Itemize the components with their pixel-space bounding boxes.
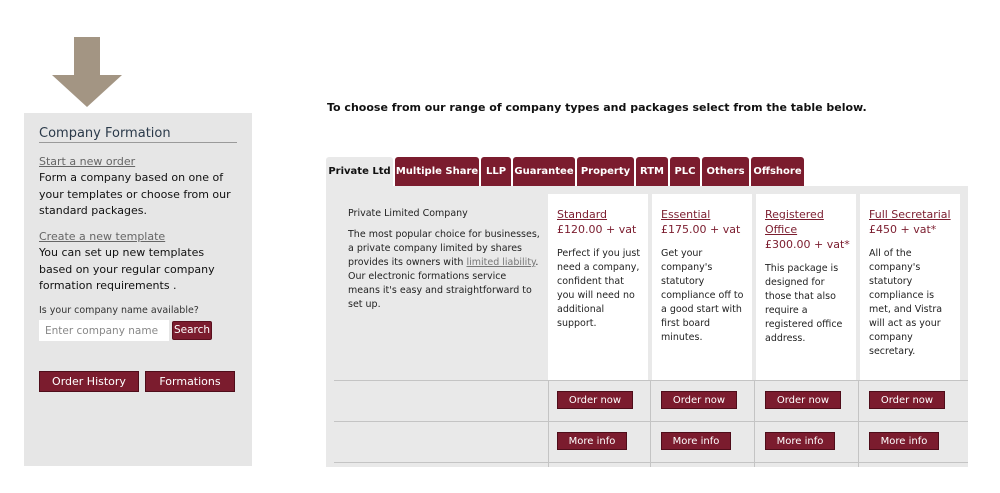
tab-offshore[interactable]: Offshore	[751, 157, 804, 186]
tab-guarantee[interactable]: Guarantee	[513, 157, 575, 186]
company-formation-sidebar	[24, 113, 252, 466]
package-standard-name[interactable]: Standard	[557, 208, 608, 221]
package-full-secretarial-description: All of the company's statutory compliance is met, and Vistra will act as your company secretary.	[869, 248, 943, 357]
package-standard-price: £120.00 + vat	[557, 223, 637, 236]
create-template-link[interactable]: Create a new template	[39, 230, 166, 243]
order-now-essential-button[interactable]: Order now	[661, 391, 737, 409]
row-divider	[334, 421, 968, 422]
order-now-full-secretarial-button[interactable]: Order now	[869, 391, 945, 409]
order-now-registered-office-button[interactable]: Order now	[765, 391, 841, 409]
column-divider	[754, 380, 755, 467]
column-divider	[548, 380, 549, 467]
name-availability-label: Is your company name available?	[39, 305, 199, 316]
company-type-description: The most popular choice for businesses, a private company limited by shares provides its owners with limited liability. Our electronic formations service means it's easy and straightforward to set up.	[348, 229, 540, 310]
package-full-secretarial-price: £450 + vat*	[869, 223, 937, 236]
sidebar-title: Company Formation	[39, 126, 237, 143]
package-standard-description: Perfect if you just need a company, confident that you will need no additional support.	[557, 248, 641, 329]
search-button[interactable]: Search	[172, 321, 212, 340]
row-divider	[334, 462, 968, 463]
column-divider	[650, 380, 651, 467]
more-info-standard-button[interactable]: More info	[557, 432, 627, 450]
formations-button[interactable]: Formations	[145, 371, 235, 392]
order-history-button[interactable]: Order History	[39, 371, 139, 392]
package-registered-office-description: This package is designed for those that also require a registered office address.	[765, 263, 843, 344]
tab-rtm[interactable]: RTM	[636, 157, 668, 186]
package-registered-office-price: £300.00 + vat*	[765, 238, 850, 251]
tab-plc[interactable]: PLC	[670, 157, 700, 186]
tab-private-ltd[interactable]: Private Ltd	[326, 157, 393, 186]
start-order-description: Form a company based on one of your templates or choose from our standard packages.	[39, 171, 231, 217]
row-divider	[334, 380, 968, 381]
more-info-full-secretarial-button[interactable]: More info	[869, 432, 939, 450]
tab-property[interactable]: Property	[577, 157, 634, 186]
limited-liability-link[interactable]: limited liability	[466, 257, 536, 268]
company-name-search-input[interactable]	[39, 320, 169, 341]
package-registered-office-name[interactable]: Registered Office	[765, 208, 824, 236]
package-essential-description: Get your company's statutory compliance off to a good start with first board minutes.	[661, 248, 744, 343]
intro-heading: To choose from our range of company types and packages select from the table below.	[327, 101, 867, 114]
start-new-order-link[interactable]: Start a new order	[39, 155, 136, 168]
tab-others[interactable]: Others	[702, 157, 749, 186]
order-now-standard-button[interactable]: Order now	[557, 391, 633, 409]
package-essential-name[interactable]: Essential	[661, 208, 711, 221]
tab-multiple-share[interactable]: Multiple Share	[395, 157, 479, 186]
package-full-secretarial-name[interactable]: Full Secretarial	[869, 208, 951, 221]
create-template-description: You can set up new templates based on your regular company formation requirements .	[39, 246, 215, 292]
down-arrow-icon	[52, 37, 122, 107]
column-divider	[858, 380, 859, 467]
more-info-essential-button[interactable]: More info	[661, 432, 731, 450]
company-type-title: Private Limited Company	[348, 208, 468, 219]
package-table	[326, 186, 968, 467]
more-info-registered-office-button[interactable]: More info	[765, 432, 835, 450]
tab-llp[interactable]: LLP	[481, 157, 511, 186]
package-essential-price: £175.00 + vat	[661, 223, 741, 236]
